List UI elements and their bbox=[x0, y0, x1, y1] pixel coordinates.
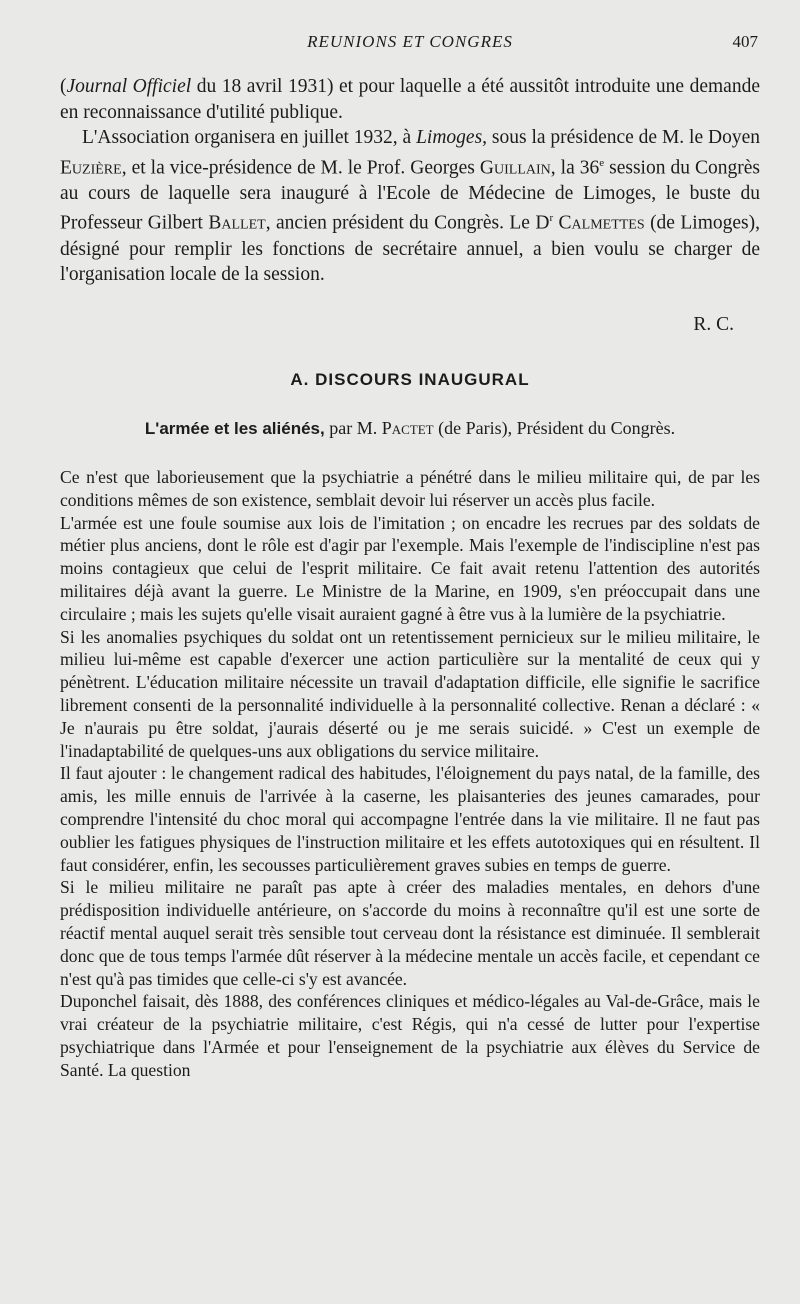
address-title-by: par M. bbox=[324, 418, 382, 438]
intro-p2-part-c: , et la vice-présidence de M. le Prof. Georges bbox=[121, 157, 480, 179]
intro-p2-part-h: (de Limoges), désigné pour remplir les fonctions de secrétaire annuel, a bien voulu se charger de l'organisation locale de la session. bbox=[60, 212, 760, 286]
name-euziere: Euzière bbox=[60, 157, 122, 179]
page-number: 407 bbox=[732, 32, 758, 51]
discours-paragraph-5: Si le milieu militaire ne paraît pas apte à créer des maladies mentales, en dehors d'une prédisposition individuelle antérieure, on s'accorde du moins à reconnaître qu'il est une sorte de réactif mental auquel serait très sensible tout cerveau dont la résistance est diminuée. Il semblerait donc que de tous temps l'armée dût réserver à la médecine mentale un accès facile, et cependant ce n'est qu'à pas timides que celle-ci s'y est avancée. bbox=[60, 877, 760, 989]
name-guillain: Guillain bbox=[479, 157, 551, 179]
city-name: Limoges, bbox=[416, 127, 488, 149]
intro-paragraph-1-text: du 18 avril 1931) et pour laquelle a été aussitôt introduite une demande en reconnaissance d'utilité publique. bbox=[60, 76, 760, 123]
intro-text bbox=[60, 74, 760, 288]
journal-name: Journal Officiel bbox=[66, 76, 192, 97]
ordinal-superscript: e bbox=[599, 156, 605, 169]
discours-paragraph-3: Si les anomalies psychiques du soldat ont un retentissement pernicieux sur le milieu militaire, le milieu lui-même est capable d'exercer une action particulière sur la mentalité de ceux qui y pénètrent. L'éducation militaire nécessite un travail d'adaptation difficile, elle signifie le sacrifice librement consenti de la personnalité individuelle à la personnalité collective. Renan a déclaré : « Je n'aurais pu être soldat, j'aurais déserté ou je me serais suicidé. » C'est un exemple de l'inadaptabilité de quelques-uns aux obligations du service militaire. bbox=[60, 626, 760, 761]
discours-paragraph-1: Ce n'est que laborieusement que la psychiatrie a pénétré dans le milieu militaire qui, de par les conditions mêmes de son existence, semblait devoir lui réserver un accès plus facile. bbox=[60, 467, 760, 510]
doctor-superscript: r bbox=[549, 212, 554, 225]
name-ballet: Ballet bbox=[208, 212, 266, 234]
name-pactet: Pactet bbox=[381, 418, 434, 438]
name-calmettes: Calmettes bbox=[558, 212, 645, 234]
intro-paragraph-2 bbox=[60, 125, 760, 288]
running-title: REUNIONS ET CONGRES bbox=[307, 32, 513, 51]
discours-paragraph-4: Il faut ajouter : le changement radical des habitudes, l'éloignement du pays natal, de la famille, des amis, les mille ennuis de l'arrivée à la caserne, les plaisanteries des jeunes camarades, pour comprendre l'intensité du choc moral qui accompagne l'entrée dans la vie militaire. Il ne faut pas oublier les fatigues physiques de l'instruction militaire et les effets autotoxiques qui en résultent. Il faut considérer, enfin, les secousses particulièrement graves subies en temps de guerre. bbox=[60, 763, 760, 875]
intro-paragraph-1: (Journal Officiel du 18 avril 1931) et pour laquelle a été aussitôt introduite une demande en reconnaissance d'utilité publique. bbox=[60, 76, 760, 123]
intro-p2-part-a: L'Association organisera en juillet 1932, à bbox=[82, 127, 417, 149]
address-title bbox=[60, 418, 760, 439]
intro-p2-part-f: , ancien président du Congrès. Le D bbox=[265, 212, 550, 234]
discours-text bbox=[60, 466, 760, 1082]
discours-paragraph-6: Duponchel faisait, dès 1888, des conférences cliniques et médico-légales au Val-de-Grâce, mais le vrai créateur de la psychiatrie militaire, c'est Régis, qui n'a cessé de lutter pour l'expertise psychiatrique dans l'Armée et pour l'enseignement de la psychiatrie aux élèves du Service de Santé. La question bbox=[60, 991, 760, 1080]
intro-p2-part-d: , la 36 bbox=[550, 157, 600, 179]
running-header bbox=[60, 32, 760, 54]
signature-initials: R. C. bbox=[693, 314, 734, 335]
section-heading: A. DISCOURS INAUGURAL bbox=[290, 370, 530, 389]
intro-p2-part-b: sous la présidence de M. le Doyen bbox=[487, 127, 760, 149]
address-title-rest: (de Paris), Président du Congrès. bbox=[433, 418, 676, 438]
discours-paragraph-2: L'armée est une foule soumise aux lois de l'imitation ; on encadre les recrues par des soldats de métier plus anciens, dont le rôle est d'agir par l'exemple. Mais l'exemple de l'indiscipline n'est pas moins contagieux que celui de l'esprit militaire. Ce fait avait retenu l'attention des autorités militaires déjà avant la guerre. Le Ministre de la Marine, en 1909, s'en préoccupait dans une circulaire ; mais les sujets qu'elle visait auraient gagné à être vus à la lumière de la psychiatrie. bbox=[60, 512, 760, 624]
address-title-lead: L'armée et les aliénés, bbox=[144, 419, 325, 438]
intro-p2-part-e: session du Congrès au cours de laquelle sera inauguré à l'Ecole de Médecine de Limoges, le buste du Professeur Gilbert bbox=[60, 157, 760, 234]
